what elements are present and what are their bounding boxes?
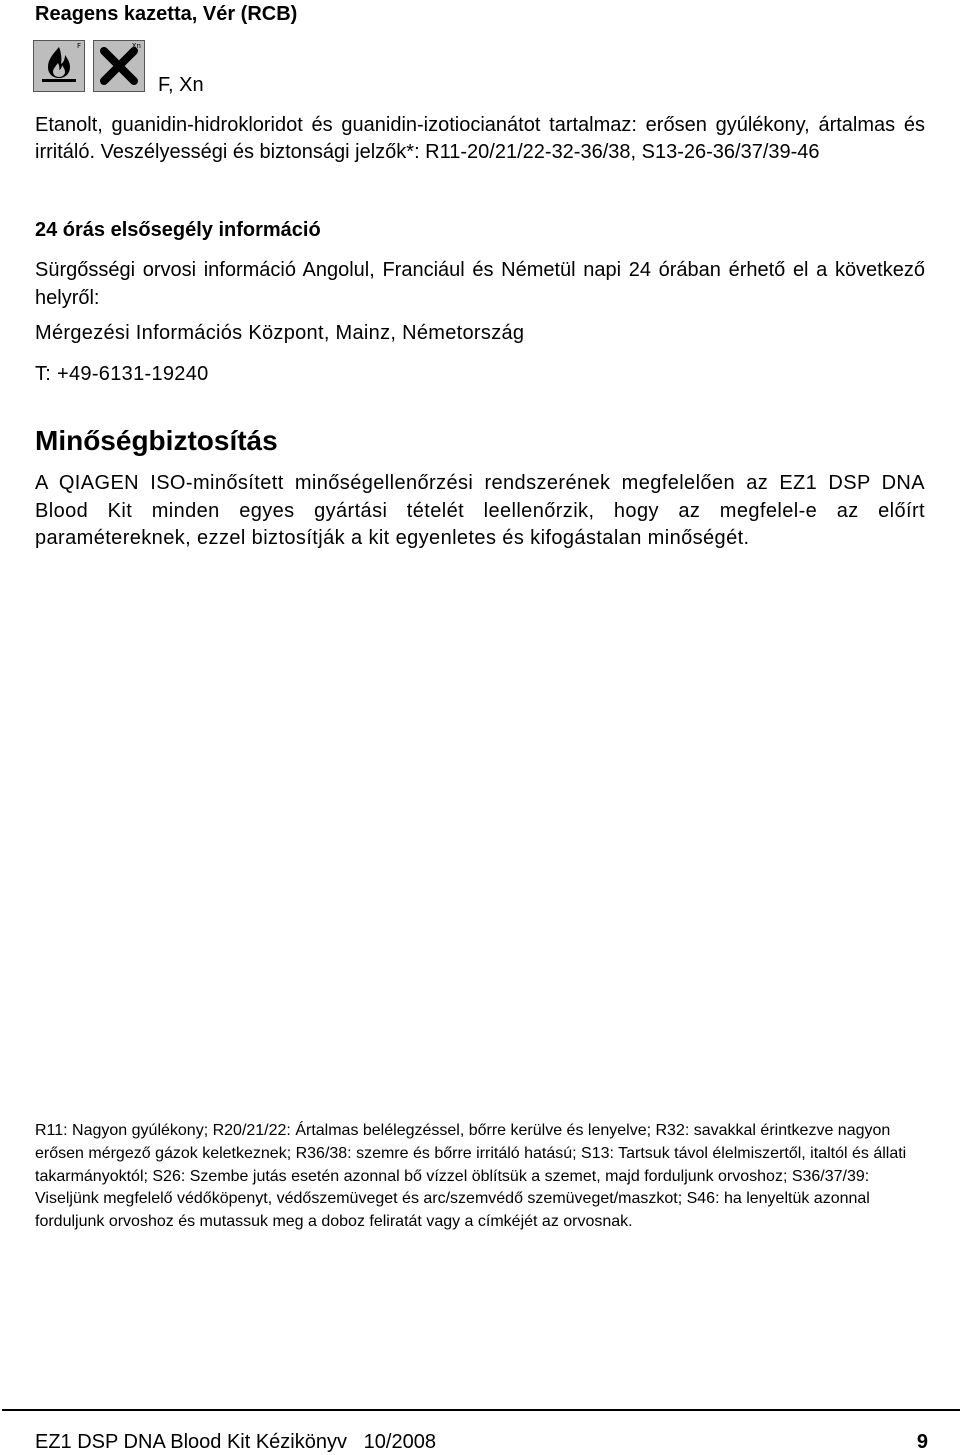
hazard-caption: F, Xn	[158, 74, 204, 96]
first-aid-heading: 24 órás elsősegély információ	[35, 219, 321, 241]
poison-center: Mérgezési Információs Központ, Mainz, Németország	[35, 322, 525, 344]
footer-date: 10/2008	[363, 1431, 436, 1453]
quality-text: A QIAGEN ISO-minősített minőségellenőrzési rendszerének megfelelően az EZ1 DSP DNA Blood Kit minden egyes gyártási tételét leellenőrzik, hogy az megfelel-e az előírt paramétereknek, ezzel biztosítják a kit egyenletes és kifogástalan minőségét.	[35, 472, 925, 549]
flammable-symbol	[33, 40, 85, 92]
poison-center-phone: T: +49-6131-19240	[35, 363, 209, 385]
harmful-symbol	[93, 40, 145, 92]
quality-heading: Minőségbiztosítás	[35, 425, 278, 456]
footer-manual-title: EZ1 DSP DNA Blood Kit Kézikönyv	[35, 1431, 347, 1453]
hazard-symbols	[33, 40, 433, 96]
footer-title	[35, 1430, 436, 1454]
hazard-letter-xn: Xn	[131, 42, 141, 50]
hazard-letter-f: F	[76, 42, 81, 50]
risk-safety-footnote: R11: Nagyon gyúlékony; R20/21/22: Ártalmas belélegzéssel, bőrre kerülve és lenyelve; R32: savakkal érintkezve nagyon erősen mérgező gázok keletkeznek; R36/38: szemre és bőrre irritáló hatású; S13: Tartsuk távol élelmiszertől, italtól és állati takarmányoktól; S26: Szembe jutás esetén azonnal bő vízzel öblítsük a szemet, majd forduljunk orvoshoz; S36/37/39: Viseljünk megfelelő védőköpenyt, védőszemüveget és arc/szemvédő szemüveget/maszkot; S46: ha lenyeltük azonnal forduljunk orvoshoz és mutassuk meg a doboz feliratát vagy a címkéjét az orvosnak.	[35, 1122, 907, 1231]
first-aid-text: Sürgősségi orvosi információ Angolul, Franciául és Németül napi 24 órában érhető el a következő helyről:	[35, 259, 925, 309]
section-heading: Reagens kazetta, Vér (RCB)	[35, 3, 298, 25]
hazard-statement: Etanolt, guanidin-hidrokloridot és guanidin-izotiocianátot tartalmaz: erősen gyúlékony, ártalmas és irritáló. Veszélyességi és biztonsági jelzők*: R11-20/21/22-32-36/38, S13-26-36/37/39-46	[35, 114, 925, 163]
page-number: 9	[916, 1431, 928, 1453]
footer-divider	[2, 1409, 960, 1411]
